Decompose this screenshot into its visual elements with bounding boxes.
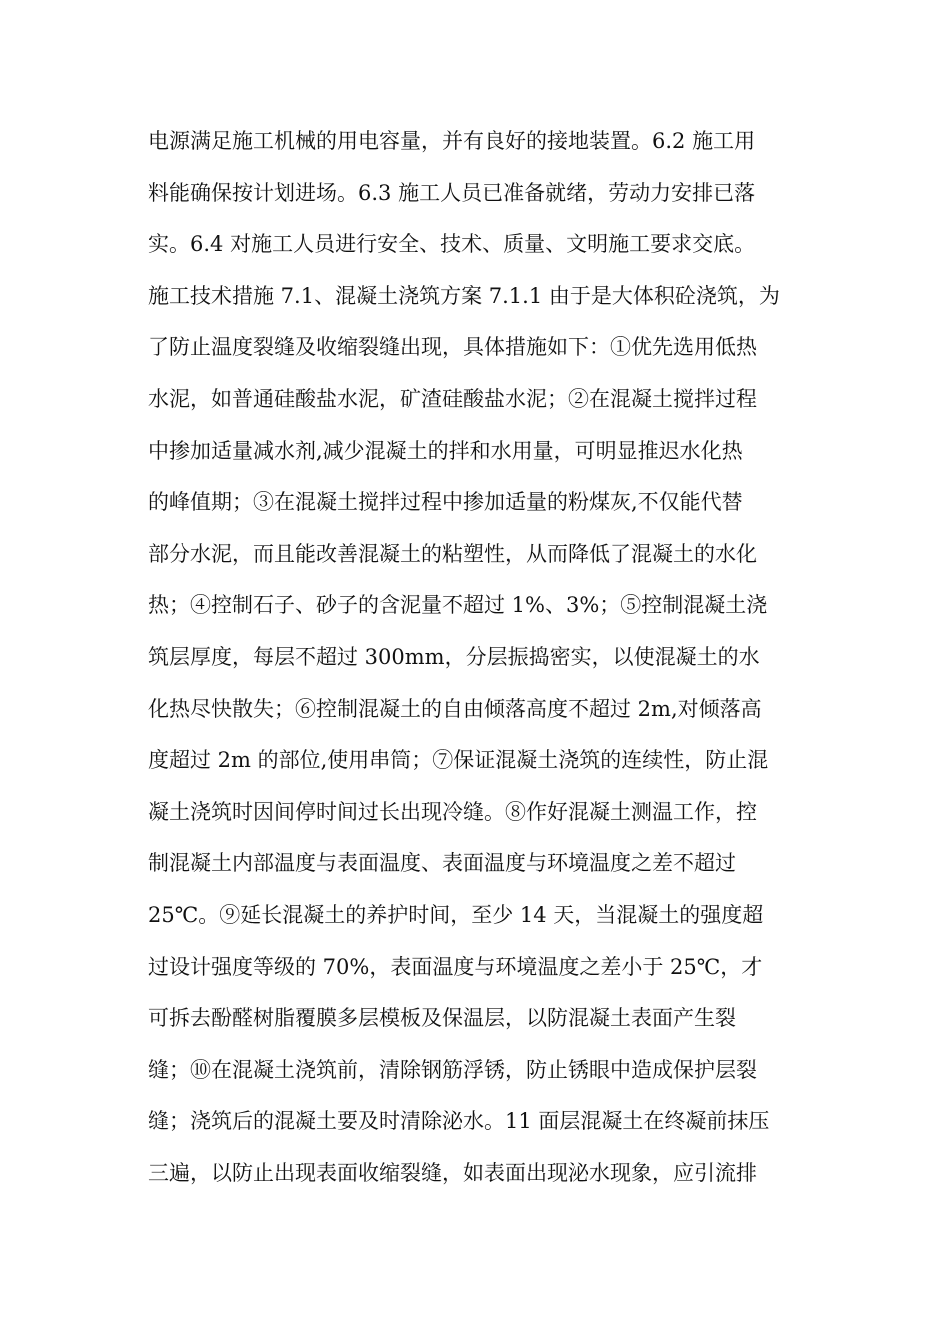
text-line: 施工技术措施 7.1、混凝土浇筑方案 7.1.1 由于是大体积砼浇筑，为 [148,283,780,308]
text-line: 实。6.4 对施工人员进行安全、技术、质量、文明施工要求交底。 [148,232,756,257]
body-text [148,116,808,1199]
text-line: 25℃。⑨延长混凝土的养护时间，至少 14 天，当混凝土的强度超 [148,902,764,927]
text-line: 了防止温度裂缝及收缩裂缝出现，具体措施如下：①优先选用低热 [148,335,757,360]
text-line: 的峰值期；③在混凝土搅拌过程中掺加适量的粉煤灰,不仅能代替 [148,490,743,515]
text-line: 凝土浇筑时因间停时间过长出现冷缝。⑧作好混凝土测温工作，控 [148,799,757,824]
text-line: 三遍，以防止出现表面收缩裂缝，如表面出现泌水现象，应引流排 [148,1160,757,1185]
text-line: 料能确保按计划进场。6.3 施工人员已准备就绪，劳动力安排已落 [148,180,756,205]
text-line: 可拆去酚醛树脂覆膜多层模板及保温层，以防混凝土表面产生裂 [148,1006,736,1031]
text-line: 筑层厚度，每层不超过 300mm，分层振捣密实，以使混凝土的水 [148,644,760,669]
text-line: 度超过 2m 的部位,使用串筒；⑦保证混凝土浇筑的连续性，防止混 [148,748,769,773]
text-line: 部分水泥，而且能改善混凝土的粘塑性，从而降低了混凝土的水化 [148,541,757,566]
text-line: 热；④控制石子、砂子的含泥量不超过 1%、3%；⑤控制混凝土浇 [148,593,768,618]
text-line: 化热尽快散失；⑥控制混凝土的自由倾落高度不超过 2m,对倾落高 [148,696,762,721]
text-line: 电源满足施工机械的用电容量，并有良好的接地装置。6.2 施工用 [148,129,756,153]
text-line: 缝；浇筑后的混凝土要及时清除泌水。11 面层混凝土在终凝前抹压 [148,1109,770,1134]
text-line: 中掺加适量减水剂,减少混凝土的拌和水用量，可明显推迟水化热 [148,438,743,463]
text-line: 缝；⑩在混凝土浇筑前，清除钢筋浮锈，防止锈眼中造成保护层裂 [148,1057,757,1082]
text-line: 水泥，如普通硅酸盐水泥，矿渣硅酸盐水泥；②在混凝土搅拌过程 [148,386,757,411]
text-line: 过设计强度等级的 70%，表面温度与环境温度之差小于 25℃，才 [148,954,763,979]
text-line: 制混凝土内部温度与表面温度、表面温度与环境温度之差不超过 [148,851,736,876]
